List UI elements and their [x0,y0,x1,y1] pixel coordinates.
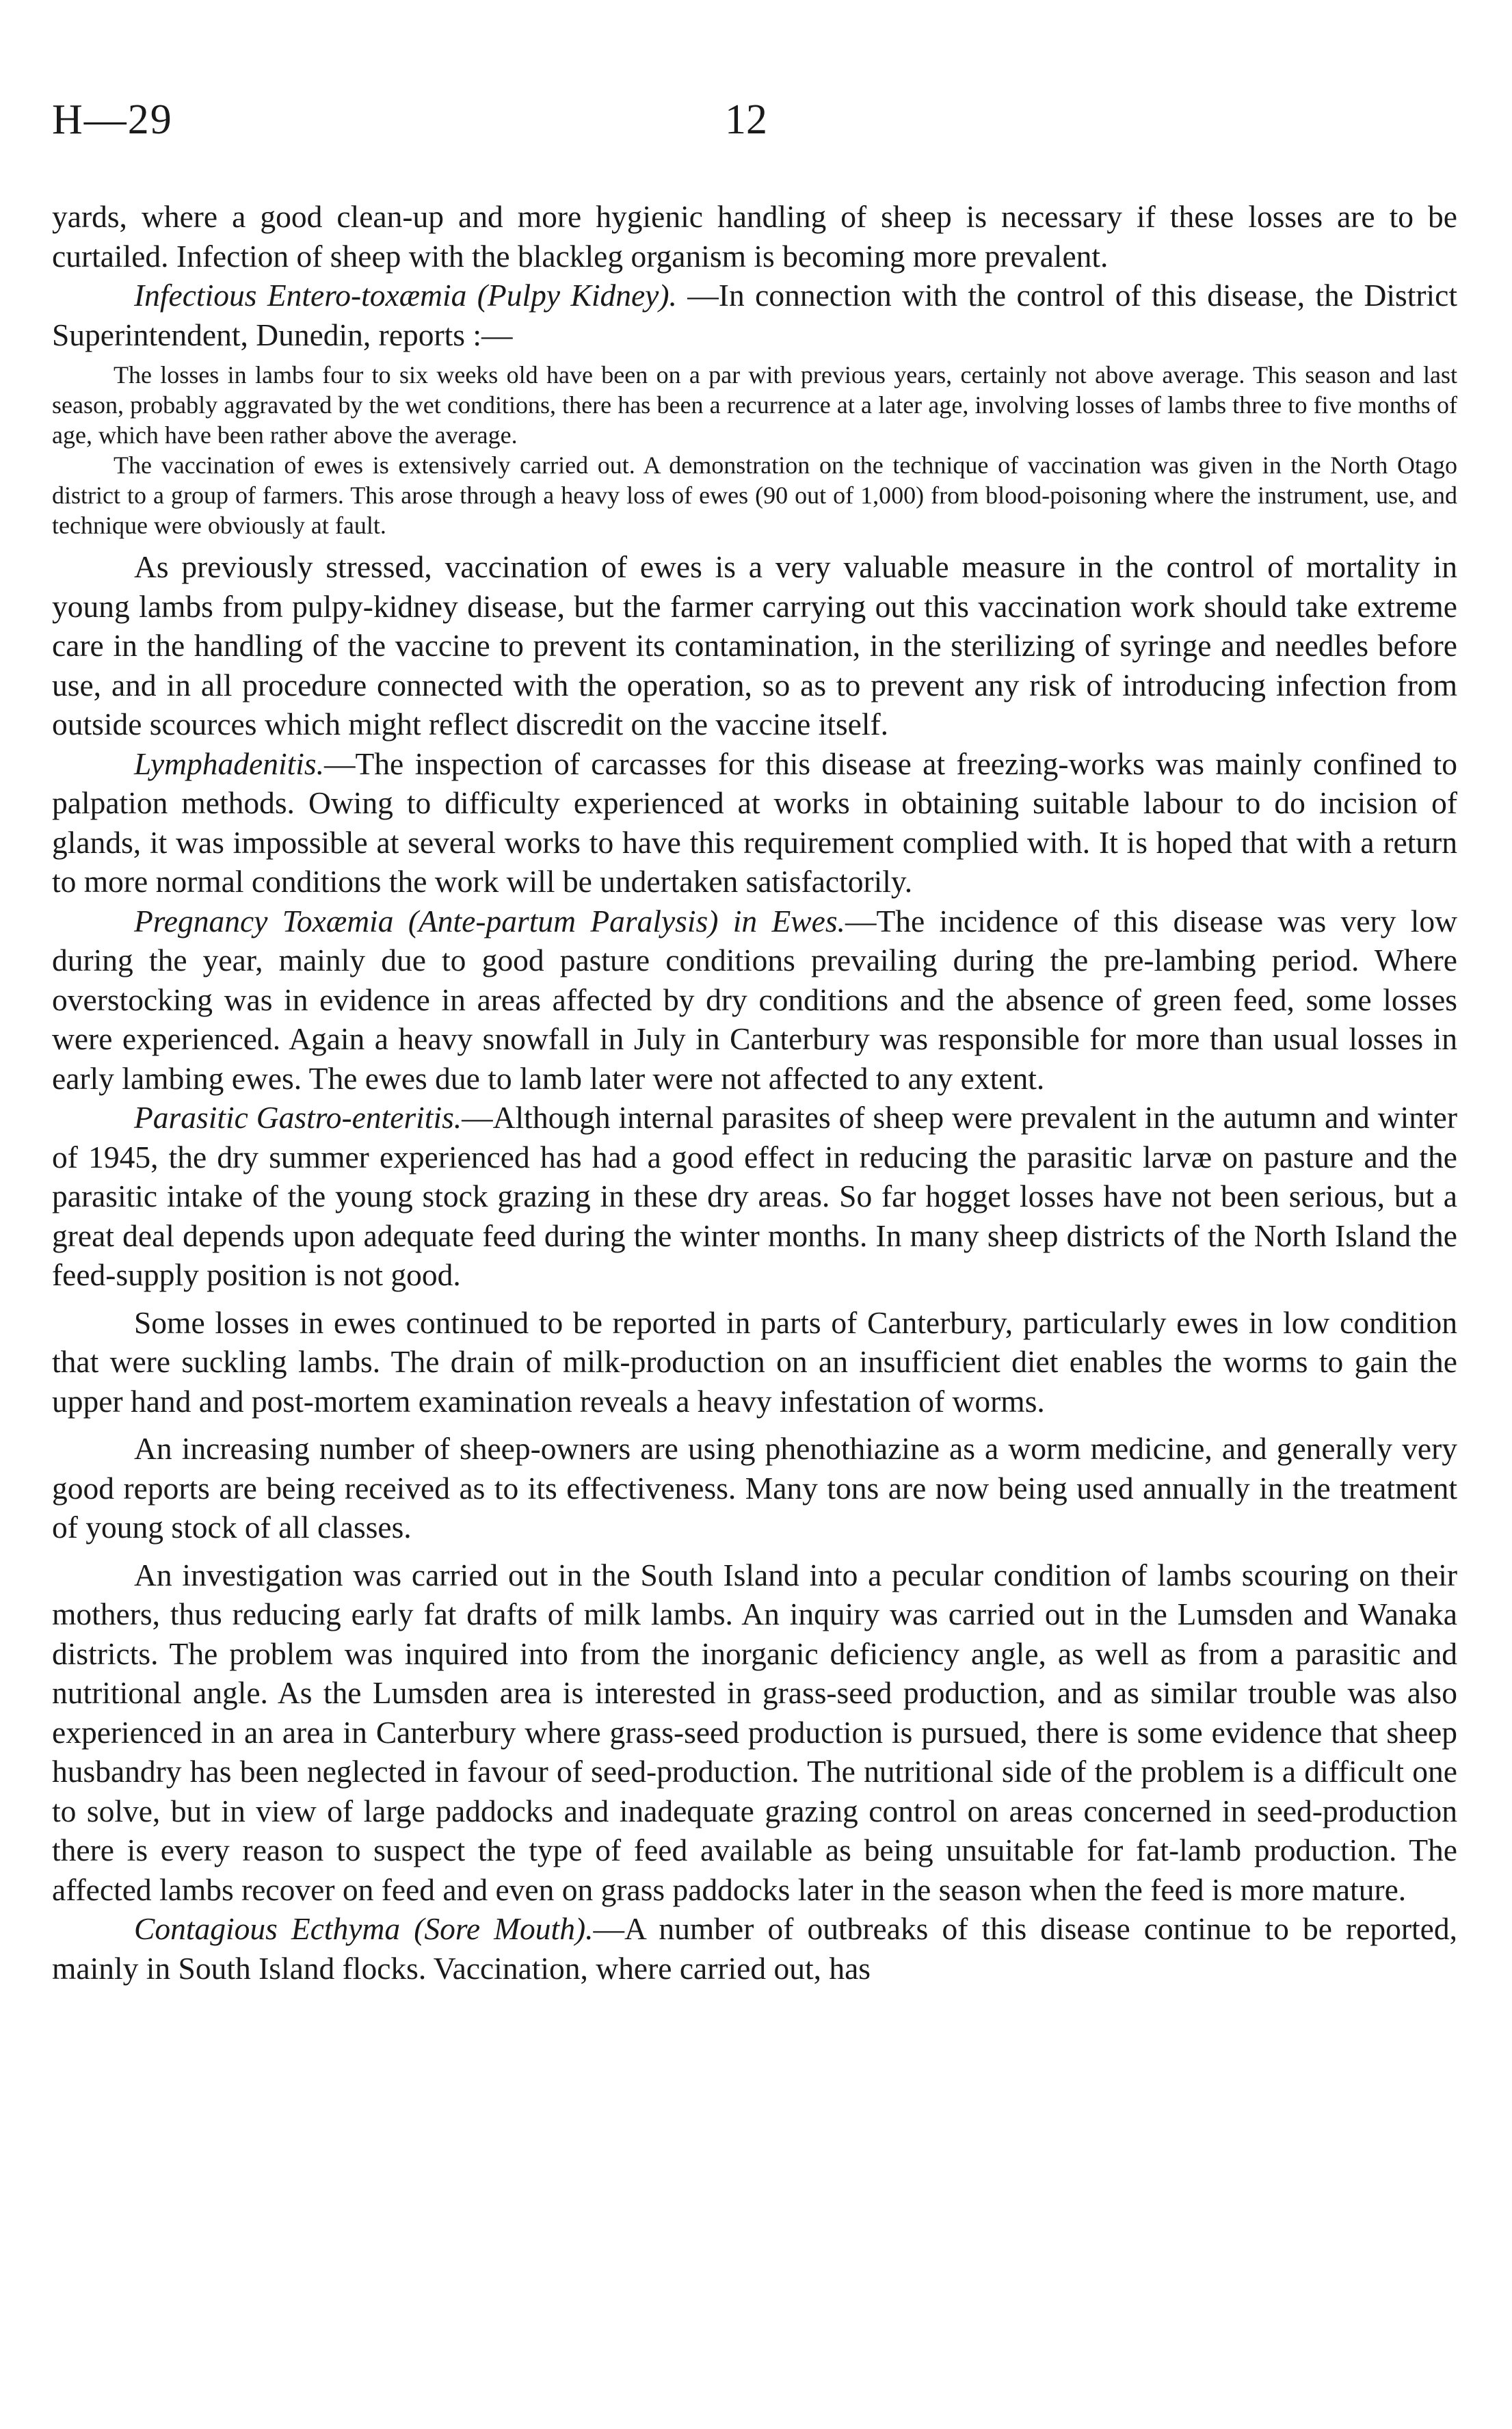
paragraph-continuation: yards, where a good clean-up and more hygienic handling of sheep is necessary if these losses are to be curtailed. Infection of sheep with the blackleg organism is becoming more prevalent. [52,199,1457,274]
quote-paragraph: The losses in lambs four to six weeks old have been on a par with previous years, certainly not above average. This season and last season, probably aggravated by the wet conditions, there has been a recurrence at a later age, involving losses of lambs three to five months of age, which have been rather above the average. [52,361,1457,449]
paragraph-vaccination: As previously stressed, vaccination of ewes is a very valuable measure in the control of mortality in young lambs from pulpy-kidney disease, but the farmer carrying out this vaccination work should take extreme care in the handling of the vaccine to prevent its contamination, in the sterilizing of syringe and needles before use, and in all procedure connected with the operation, so as to prevent any risk of introducing infection from outside scources which might reflect discredit on the vaccine itself. [52,549,1457,741]
page-body [52,197,1457,1988]
page-number: 12 [725,96,767,143]
section-heading: Parasitic Gastro-enteritis. [134,1100,462,1135]
paragraph-ewe-losses: Some losses in ewes continued to be reported in parts of Canterbury, particularly ewes in low condition that were suckling lambs. The drain of milk-production on an insufficient diet enables the worms to gain the upper hand and post-mortem examination reveals a heavy infestation of worms. [52,1304,1457,1419]
section-heading: Infectious Entero-toxæmia (Pulpy Kidney). [134,278,677,313]
paragraph-lymphadenitis [52,744,1457,902]
paragraph-contagious-ecthyma [52,1909,1457,1988]
paragraph-text: —A number of outbreaks of this disease continue to be reported, mainly in South Island flocks. Vaccination, where carried out, has [52,1911,1457,1986]
paragraph-text: —Although internal parasites of sheep were prevalent in the autumn and winter of 1945, the dry summer experienced has had a good effect in reducing the parasitic larvæ on pasture and the parasitic intake of the young stock grazing in these dry areas. So far hogget losses have not been serious, but a great deal depends upon adequate feed during the winter months. In many sheep districts of the North Island the feed-supply position is not good. [52,1100,1457,1292]
district-report-quote [52,360,1457,540]
paragraph-lamb-scouring: An investigation was carried out in the South Island into a pecular condition of lambs scouring on their mothers, thus reducing early fat drafts of milk lambs. An inquiry was carried out in the Lumsden and Wanaka districts. The problem was inquired into from the inorganic deficiency angle, as well as from a parasitic and nutritional angle. As the Lumsden area is interested in grass-seed production, and as similar trouble was also experienced in an area in Canterbury where grass-seed production is pursued, there is some evidence that sheep husbandry has been neglected in favour of seed-production. The nutritional side of the problem is a difficult one to solve, but in view of large paddocks and inadequate grazing control on areas concerned in seed-production there is every reason to suspect the type of feed available as being unsuitable for fat-lamb production. The affected lambs recover on feed and even on grass paddocks later in the season when the feed is more mature. [52,1557,1457,1907]
section-heading: Lymphadenitis. [134,746,324,781]
paragraph-text: —The incidence of this disease was very low during the year, mainly due to good pasture conditions prevailing during the pre-lambing period. Where overstocking was in evidence in areas affected by dry conditions and the absence of green feed, some losses were experienced. Again a heavy snowfall in July in Canterbury was responsible for more than usual losses in early lambing ewes. The ewes due to lamb later were not affected to any extent. [52,903,1457,1096]
paragraph-parasitic-gastro-enteritis [52,1098,1457,1295]
paragraph-text: —In connection with the control of this disease, the District Superintendent, Dunedin, reports :— [52,278,1457,352]
report-code: H—29 [52,96,173,143]
paragraph-pregnancy-toxaemia [52,902,1457,1099]
page-header [0,96,1512,150]
paragraph-text: —The inspection of carcasses for this disease at freezing-works was mainly confined to palpation methods. Owing to difficulty experienced at works in obtaining suitable labour to do incision of glands, it was impossible at several works to have this requirement complied with. It is hoped that with a return to more normal conditions the work will be undertaken satisfactorily. [52,746,1457,899]
quote-paragraph: The vaccination of ewes is extensively carried out. A demonstration on the technique of vaccination was given in the North Otago district to a group of farmers. This arose through a heavy loss of ewes (90 out of 1,000) from blood-poisoning where the instrument, use, and technique were obviously at fault. [52,451,1457,539]
paragraph-pulpy-kidney [52,276,1457,354]
paragraph-phenothiazine: An increasing number of sheep-owners are using phenothiazine as a worm medicine, and generally very good reports are being received as to its effectiveness. Many tons are now being used annually in the treatment of young stock of all classes. [52,1431,1457,1545]
section-heading: Pregnancy Toxæmia (Ante-partum Paralysis) in Ewes. [134,903,845,938]
section-heading: Contagious Ecthyma (Sore Mouth). [134,1911,594,1946]
